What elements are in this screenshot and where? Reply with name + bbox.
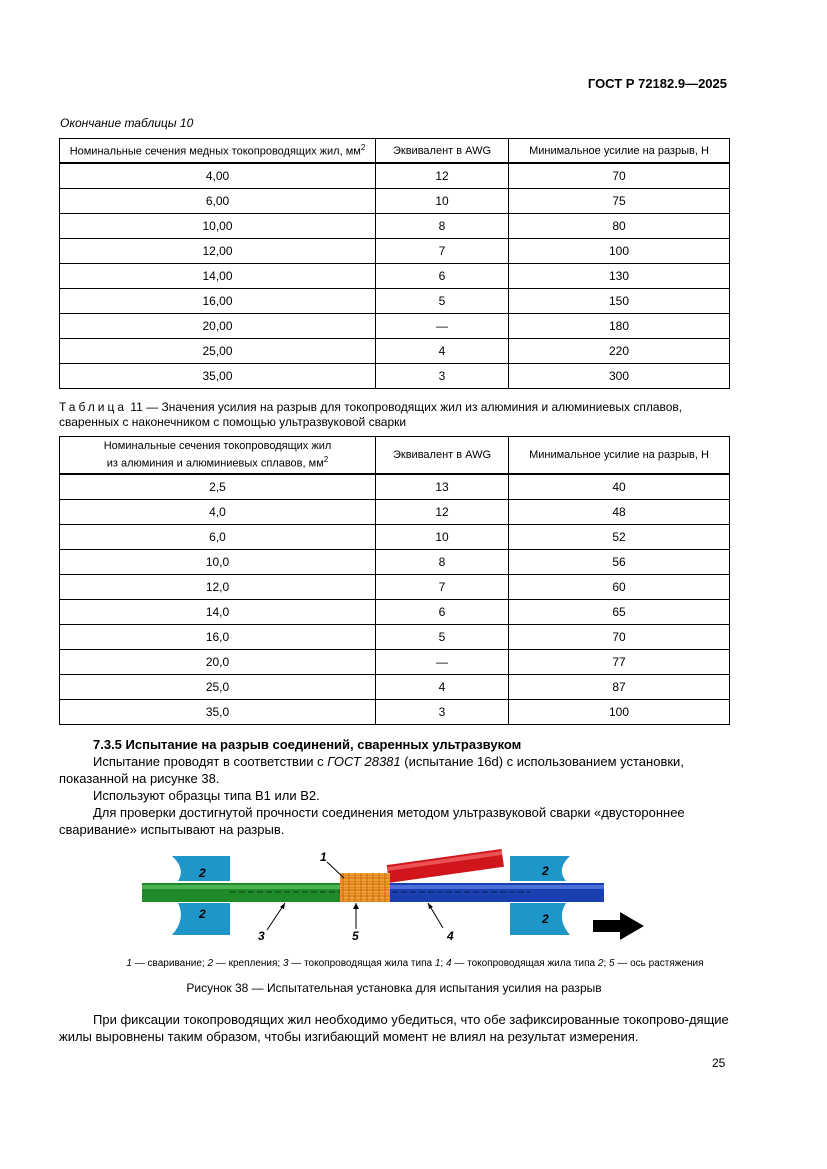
table10-cell: 10 xyxy=(376,189,509,214)
paragraph-closing: При фиксации токопроводящих жил необходимо убедиться, что обе зафиксированные токопрово-дящие жилы выровнены таким образом, чтобы изгибающий момент не влиял на результат измерения. xyxy=(59,1012,729,1044)
table11-caption-label: Таблица xyxy=(59,400,128,414)
table10-cell: 5 xyxy=(376,289,509,314)
table11-cell: 5 xyxy=(376,625,509,650)
table11-row xyxy=(60,575,730,600)
label-wire2: 4 xyxy=(447,929,454,943)
table10-row xyxy=(60,364,730,389)
legend-number: 1 xyxy=(126,958,132,969)
table11-header-force: Минимальное усилие на разрыв, Н xyxy=(509,437,730,475)
table11-cell: 16,0 xyxy=(60,625,376,650)
legend-text: ; xyxy=(603,958,609,969)
legend-text: — токопроводящая жила типа xyxy=(288,958,435,969)
table11-cell: 7 xyxy=(376,575,509,600)
table11-cell: 87 xyxy=(509,675,730,700)
table11-row xyxy=(60,525,730,550)
table11-cell: 56 xyxy=(509,550,730,575)
pull-direction-arrow xyxy=(593,912,644,940)
table11-cell: 52 xyxy=(509,525,730,550)
paragraph-samples: Используют образцы типа B1 или B2. xyxy=(93,788,320,803)
test-setup-figure xyxy=(130,845,650,950)
table11-cell: — xyxy=(376,650,509,675)
table10-row xyxy=(60,264,730,289)
paragraph-strength-check: Для проверки достигнутой прочности соединения методом ультразвуковой сварки «двустороннее сваривание» испытывают на разрыв. xyxy=(59,805,685,837)
label-wire1: 3 xyxy=(258,929,265,943)
table10-cell: 10,00 xyxy=(60,214,376,239)
legend-number: 5 xyxy=(609,958,615,969)
table10-cell: 12 xyxy=(376,163,509,189)
legend-number: 4 xyxy=(445,958,452,969)
table11-cell: 25,0 xyxy=(60,675,376,700)
table11-cell: 40 xyxy=(509,474,730,500)
standard-reference-link[interactable]: ГОСТ 28381 xyxy=(327,754,401,769)
table11-cell: 4 xyxy=(376,675,509,700)
table11-cell: 35,0 xyxy=(60,700,376,725)
table11-caption xyxy=(59,400,731,430)
table10-cell: 14,00 xyxy=(60,264,376,289)
table11-row xyxy=(60,625,730,650)
label-weld: 1 xyxy=(320,850,327,864)
table10-header-force: Минимальное усилие на разрыв, Н xyxy=(509,139,730,164)
table11-cell: 65 xyxy=(509,600,730,625)
table10-cell: 300 xyxy=(509,364,730,389)
clamp-right-bottom xyxy=(510,903,570,935)
wire-red xyxy=(387,849,504,883)
table10-cell: 25,00 xyxy=(60,339,376,364)
table10-body xyxy=(60,163,730,389)
table11-header-awg: Эквивалент в AWG xyxy=(376,437,509,475)
table10-cell: 180 xyxy=(509,314,730,339)
table10-header-awg: Эквивалент в AWG xyxy=(376,139,509,164)
table10-cell: 7 xyxy=(376,239,509,264)
table11-cell: 20,0 xyxy=(60,650,376,675)
table11-cell: 6 xyxy=(376,600,509,625)
document-header: ГОСТ Р 72182.9—2025 xyxy=(587,76,727,91)
table10-row xyxy=(60,214,730,239)
table11-body xyxy=(60,474,730,725)
table10-cell: 6,00 xyxy=(60,189,376,214)
table11-row xyxy=(60,550,730,575)
table10-row xyxy=(60,339,730,364)
legend-number: 2 xyxy=(207,958,214,969)
table10-cell: 16,00 xyxy=(60,289,376,314)
table10-cell: 6 xyxy=(376,264,509,289)
table10-cell: 80 xyxy=(509,214,730,239)
table11-cell: 13 xyxy=(376,474,509,500)
table10 xyxy=(59,138,730,389)
clamp-label-bottom-left: 2 xyxy=(199,907,206,921)
table11-row xyxy=(60,700,730,725)
table10-cell: 100 xyxy=(509,239,730,264)
table10-cell: 8 xyxy=(376,214,509,239)
table11-cell: 6,0 xyxy=(60,525,376,550)
clamp-label-bottom-right: 2 xyxy=(542,912,549,926)
table11-cell: 4,0 xyxy=(60,500,376,525)
figure-legend xyxy=(59,958,771,969)
table11-cell: 48 xyxy=(509,500,730,525)
clamp-right-top xyxy=(510,856,570,881)
table11-cell: 10 xyxy=(376,525,509,550)
table11-row xyxy=(60,600,730,625)
table11-cell: 3 xyxy=(376,700,509,725)
legend-text: — крепления; xyxy=(213,958,283,969)
table11-cell: 100 xyxy=(509,700,730,725)
weld xyxy=(340,873,390,902)
table10-cell: 3 xyxy=(376,364,509,389)
table11-cell: 2,5 xyxy=(60,474,376,500)
table10-cell: 220 xyxy=(509,339,730,364)
legend-text: — ось растяжения xyxy=(614,958,704,969)
table10-cell: 35,00 xyxy=(60,364,376,389)
legend-text: — сваривание; xyxy=(131,958,208,969)
table11-cell: 8 xyxy=(376,550,509,575)
legend-text: — токопроводящая жила типа xyxy=(451,958,598,969)
table11-cell: 12 xyxy=(376,500,509,525)
table10-row xyxy=(60,314,730,339)
table11-row xyxy=(60,675,730,700)
label-axis: 5 xyxy=(352,929,359,943)
table11-caption-text: 11 — Значения усилия на разрыв для токопроводящих жил из алюминия и алюминиевых сплавов, сваренных с наконечником с помощью ультразвуковой сварки xyxy=(59,400,683,429)
table10-cell: — xyxy=(376,314,509,339)
table10-caption: Окончание таблицы 10 xyxy=(60,116,194,130)
paragraph-test-method: Испытание проводят в соответствии с ГОСТ 28381 (испытание 16d) с использованием установки, показанной на рисунке 38. xyxy=(59,754,684,786)
figure-caption: Рисунок 38 — Испытательная установка для испытания усилия на разрыв xyxy=(186,981,602,995)
table11-cell: 10,0 xyxy=(60,550,376,575)
table11-row xyxy=(60,500,730,525)
table10-header-section: Номинальные сечения медных токопроводящих жил, $мм^2$ xyxy=(60,139,376,164)
table10-row xyxy=(60,189,730,214)
table11-row xyxy=(60,474,730,500)
legend-number: 2 xyxy=(597,958,604,969)
table10-row xyxy=(60,163,730,189)
table11-cell: 14,0 xyxy=(60,600,376,625)
table10-cell: 4 xyxy=(376,339,509,364)
table10-cell: 20,00 xyxy=(60,314,376,339)
table10-cell: 150 xyxy=(509,289,730,314)
table11 xyxy=(59,436,730,725)
table10-cell: 70 xyxy=(509,163,730,189)
clamp-label-top-right: 2 xyxy=(542,864,549,878)
table11-header-section: Номинальные сечения токопроводящих жил из алюминия и алюминиевых сплавов, $мм^2$ xyxy=(60,437,376,475)
legend-number: 3 xyxy=(282,958,289,969)
table10-cell: 130 xyxy=(509,264,730,289)
section-title: 7.3.5 Испытание на разрыв соединений, сваренных ультразвуком xyxy=(93,737,522,752)
legend-text: ; xyxy=(440,958,446,969)
table11-cell: 60 xyxy=(509,575,730,600)
table10-row xyxy=(60,239,730,264)
table11-cell: 12,0 xyxy=(60,575,376,600)
table10-row xyxy=(60,289,730,314)
legend-number: 1 xyxy=(434,958,441,969)
table10-cell: 4,00 xyxy=(60,163,376,189)
clamp-label-top-left: 2 xyxy=(199,866,206,880)
table11-cell: 77 xyxy=(509,650,730,675)
table10-cell: 75 xyxy=(509,189,730,214)
table11-cell: 70 xyxy=(509,625,730,650)
table11-row xyxy=(60,650,730,675)
page-number: 25 xyxy=(712,1056,726,1070)
table10-cell: 12,00 xyxy=(60,239,376,264)
